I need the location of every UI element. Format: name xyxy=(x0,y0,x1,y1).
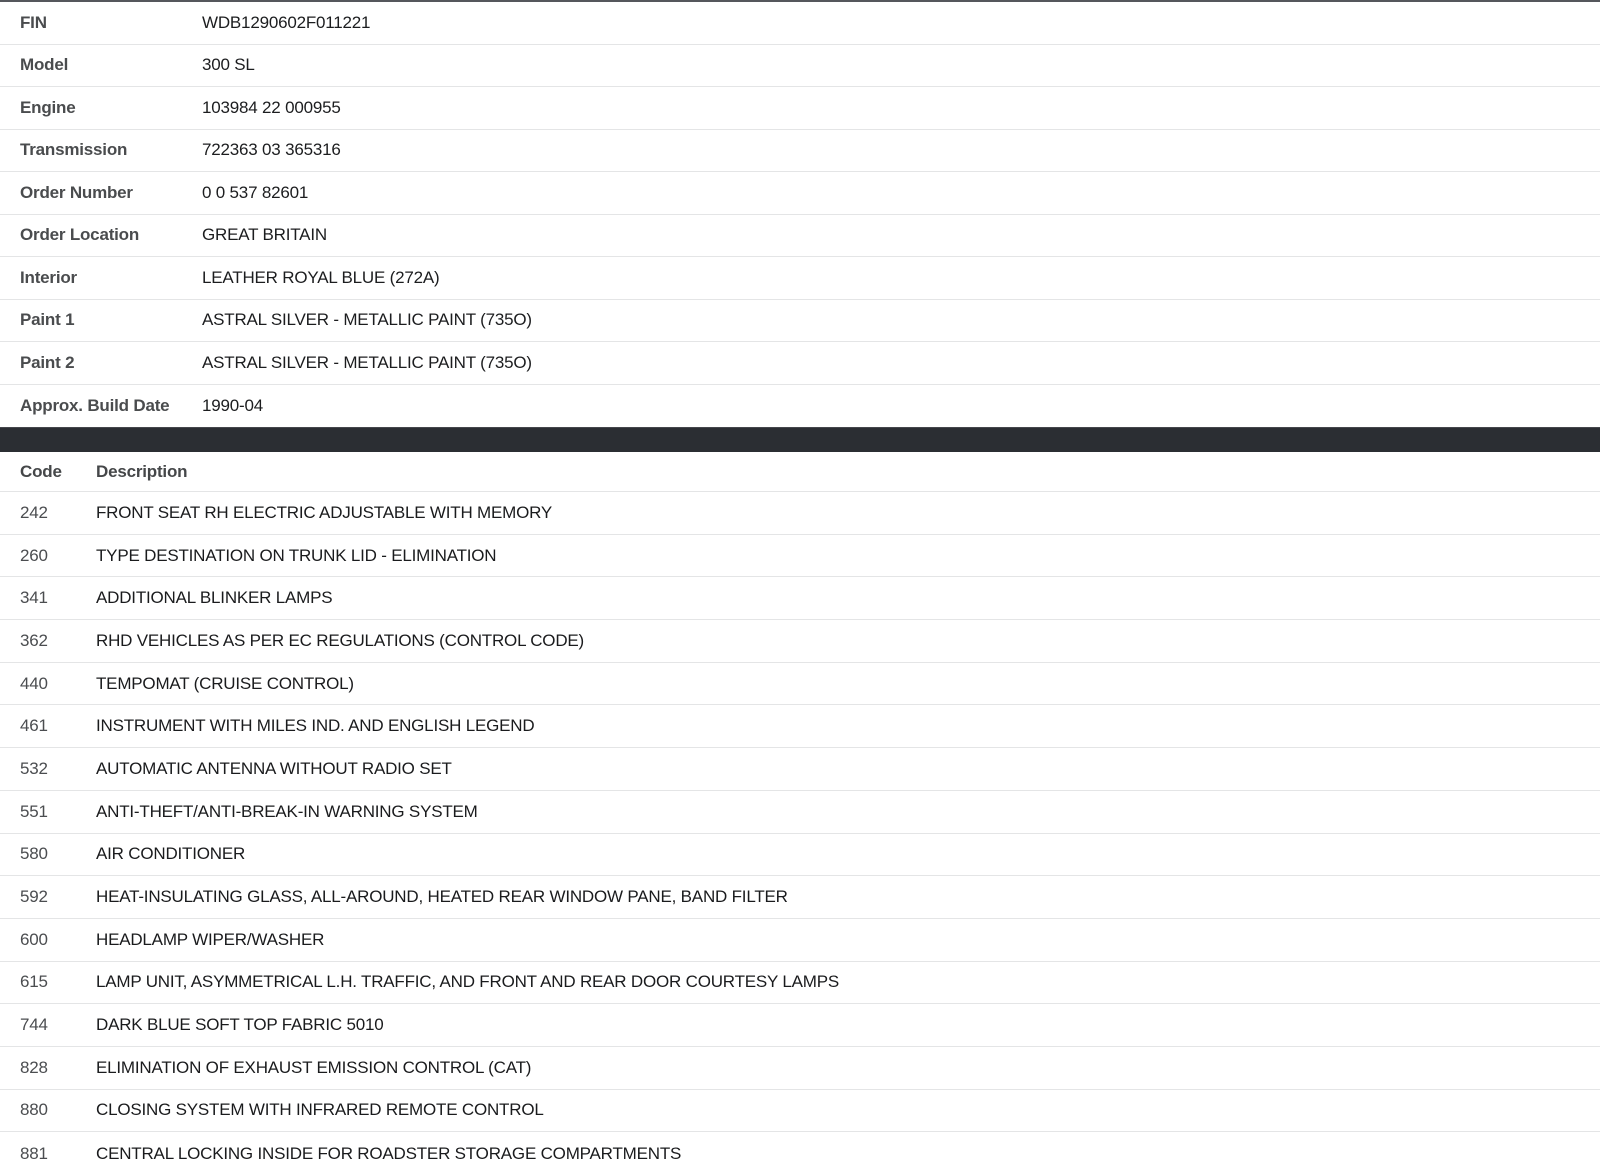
spec-value: 103984 22 000955 xyxy=(202,97,341,117)
code-row xyxy=(0,876,1600,919)
option-description: RHD VEHICLES AS PER EC REGULATIONS (CONTROL CODE) xyxy=(96,630,585,650)
spec-label: Approx. Build Date xyxy=(20,395,170,415)
option-code: 881 xyxy=(20,1143,48,1163)
code-row xyxy=(0,919,1600,962)
option-description: TYPE DESTINATION ON TRUNK LID - ELIMINATION xyxy=(96,545,497,565)
option-description: TEMPOMAT (CRUISE CONTROL) xyxy=(96,673,354,693)
spec-value: ASTRAL SILVER - METALLIC PAINT (735O) xyxy=(202,352,532,372)
option-description: HEAT-INSULATING GLASS, ALL-AROUND, HEATED REAR WINDOW PANE, BAND FILTER xyxy=(96,887,788,907)
spec-value: 0 0 537 82601 xyxy=(202,182,309,202)
code-row xyxy=(0,791,1600,834)
spec-label: Paint 2 xyxy=(20,352,75,372)
option-description: ANTI-THEFT/ANTI-BREAK-IN WARNING SYSTEM xyxy=(96,801,478,821)
code-column-header: Code xyxy=(20,461,62,481)
option-description: FRONT SEAT RH ELECTRIC ADJUSTABLE WITH MEMORY xyxy=(96,502,553,522)
option-codes-table xyxy=(0,452,1600,1175)
option-code: 461 xyxy=(20,716,48,736)
option-code: 828 xyxy=(20,1057,48,1077)
option-code: 744 xyxy=(20,1015,48,1035)
code-row xyxy=(0,705,1600,748)
option-description: LAMP UNIT, ASYMMETRICAL L.H. TRAFFIC, AND FRONT AND REAR DOOR COURTESY LAMPS xyxy=(96,972,840,992)
section-divider-bar xyxy=(0,427,1600,452)
option-description: AUTOMATIC ANTENNA WITHOUT RADIO SET xyxy=(96,758,452,778)
spec-label: Interior xyxy=(20,267,77,287)
spec-label: Transmission xyxy=(20,140,128,160)
spec-value: ASTRAL SILVER - METALLIC PAINT (735O) xyxy=(202,310,532,330)
option-code: 362 xyxy=(20,630,48,650)
spec-row-build-date xyxy=(0,385,1600,428)
spec-label: Model xyxy=(20,55,69,75)
code-row xyxy=(0,577,1600,620)
option-description: AIR CONDITIONER xyxy=(96,844,246,864)
spec-row-paint-2 xyxy=(0,342,1600,385)
option-code: 880 xyxy=(20,1100,48,1120)
code-row xyxy=(0,492,1600,535)
codes-table-header xyxy=(0,452,1600,492)
option-code: 592 xyxy=(20,887,48,907)
spec-label: Engine xyxy=(20,97,76,117)
option-code: 341 xyxy=(20,588,48,608)
option-description: CLOSING SYSTEM WITH INFRARED REMOTE CONTROL xyxy=(96,1100,544,1120)
spec-label: Order Location xyxy=(20,225,140,245)
spec-value: WDB1290602F011221 xyxy=(202,12,371,32)
spec-label: Order Number xyxy=(20,182,133,202)
option-description: ELIMINATION OF EXHAUST EMISSION CONTROL (CAT) xyxy=(96,1057,532,1077)
option-description: ADDITIONAL BLINKER LAMPS xyxy=(96,588,333,608)
spec-label: Paint 1 xyxy=(20,310,75,330)
option-code: 242 xyxy=(20,502,48,522)
code-row xyxy=(0,663,1600,706)
vehicle-spec-table xyxy=(0,2,1600,427)
spec-row-model xyxy=(0,45,1600,88)
option-code: 260 xyxy=(20,545,48,565)
option-description: INSTRUMENT WITH MILES IND. AND ENGLISH LEGEND xyxy=(96,716,535,736)
code-row xyxy=(0,1047,1600,1090)
description-column-header: Description xyxy=(96,461,188,481)
spec-row-transmission xyxy=(0,130,1600,173)
spec-value: 1990-04 xyxy=(202,395,263,415)
spec-value: 722363 03 365316 xyxy=(202,140,341,160)
code-row xyxy=(0,620,1600,663)
spec-value: 300 SL xyxy=(202,55,255,75)
code-row xyxy=(0,834,1600,877)
spec-value: GREAT BRITAIN xyxy=(202,225,327,245)
option-description: DARK BLUE SOFT TOP FABRIC 5010 xyxy=(96,1015,384,1035)
code-row xyxy=(0,1090,1600,1133)
option-code: 615 xyxy=(20,972,48,992)
spec-row-interior xyxy=(0,257,1600,300)
option-code: 600 xyxy=(20,929,48,949)
option-code: 440 xyxy=(20,673,48,693)
code-row xyxy=(0,748,1600,791)
code-row xyxy=(0,535,1600,578)
spec-row-paint-1 xyxy=(0,300,1600,343)
spec-row-engine xyxy=(0,87,1600,130)
spec-value: LEATHER ROYAL BLUE (272A) xyxy=(202,267,440,287)
spec-label: FIN xyxy=(20,12,47,32)
option-code: 551 xyxy=(20,801,48,821)
spec-row-order-number xyxy=(0,172,1600,215)
spec-row-fin xyxy=(0,2,1600,45)
code-row xyxy=(0,1004,1600,1047)
code-row xyxy=(0,962,1600,1005)
spec-row-order-location xyxy=(0,215,1600,258)
option-description: HEADLAMP WIPER/WASHER xyxy=(96,929,325,949)
code-row xyxy=(0,1132,1600,1175)
option-code: 532 xyxy=(20,758,48,778)
option-description: CENTRAL LOCKING INSIDE FOR ROADSTER STORAGE COMPARTMENTS xyxy=(96,1143,682,1163)
option-code: 580 xyxy=(20,844,48,864)
